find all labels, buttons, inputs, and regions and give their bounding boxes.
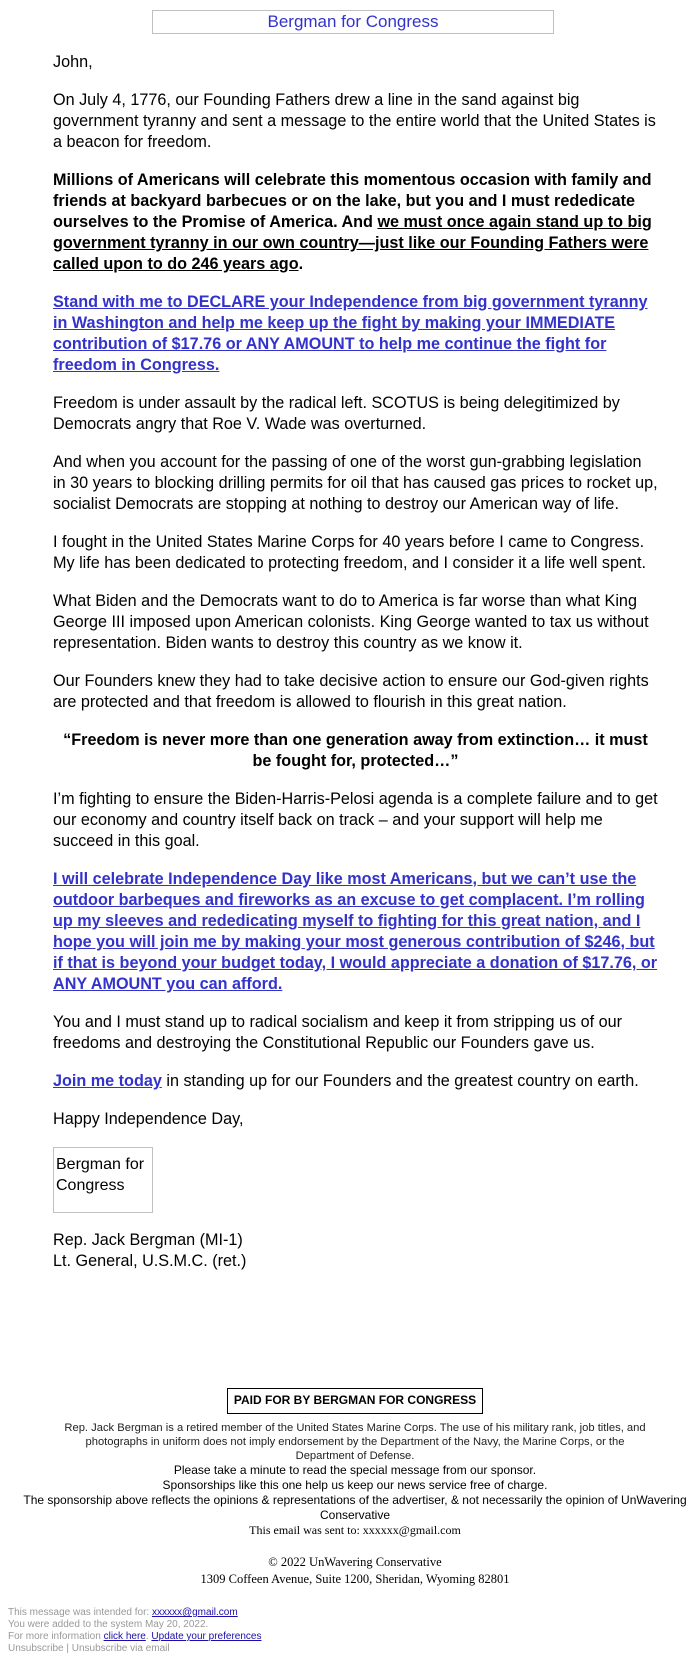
click-here-link[interactable]: click here	[103, 1631, 146, 1642]
sent-to: This email was sent to: xxxxxx@gmail.com	[249, 1523, 461, 1537]
footer-pipe: |	[63, 1643, 72, 1654]
address: 1309 Coffeen Avenue, Suite 1200, Sheridan, Wyoming 82801	[200, 1572, 510, 1586]
donate-link-1[interactable]: Stand with me to DECLARE your Independence from big government tyranny in Washington and help me keep up the fight by making your IMMEDIATE contribution of $17.76 or ANY AMOUNT to help me continue the fight for freedom in Congress.	[53, 293, 648, 374]
sponsor-line-3: The sponsorship above reflects the opinions & representations of the advertiser, & not necessarily the opinion of UnWavering Conservative	[23, 1493, 687, 1522]
quote: “Freedom is never more than one generation away from extinction… it must be fought for, protected…”	[63, 731, 648, 770]
banner-alt-text: Bergman for Congress	[267, 12, 439, 31]
copyright-block	[20, 1554, 690, 1588]
copyright: © 2022 UnWavering Conservative	[268, 1555, 442, 1569]
banner-image[interactable]	[152, 10, 554, 34]
email-body	[53, 52, 658, 1272]
donate-link-2[interactable]: I will celebrate Independence Day like most Americans, but we can’t use the outdoor barbeques and fireworks as an excuse to get complacent. I’m rolling up my sleeves and rededicating myself to fighting for this great nation, and I hope you will join me by making your most generous contribution of $246, but if that is beyond your budget today, I would appreciate a donation of $17.76, or ANY AMOUNT you can afford.	[53, 870, 658, 993]
paragraph-1: On July 4, 1776, our Founding Fathers drew a line in the sand against big government tyranny and sent a message to the entire world that the United States is a beacon for freedom.	[53, 91, 656, 151]
paragraph-5: I fought in the United States Marine Corps for 40 years before I came to Congress. My life has been dedicated to protecting freedom, and I consider it a life well spent.	[53, 533, 646, 572]
paragraph-2-underlined: we must once again stand up to big government tyranny in our own country—just like our Founding Fathers were called upon to do 246 years ago	[53, 213, 652, 273]
footer-intended-label: This message was intended for:	[8, 1607, 152, 1618]
footer	[8, 1607, 688, 1655]
paragraph-3: Freedom is under assault by the radical left. SCOTUS is being delegitimized by Democrats angry that Roe V. Wade was overturned.	[53, 394, 620, 433]
disclaimer: Rep. Jack Bergman is a retired member of the United States Marine Corps. The use of his military rank, job titles, and photographs in uniform does not imply endorsement by the Department of the Navy, the Marine Corps, or the Department of Defense.	[64, 1422, 646, 1462]
paragraph-10-rest: in standing up for our Founders and the greatest country on earth.	[161, 1072, 639, 1090]
paragraph-2-end: .	[298, 255, 304, 273]
paragraph-9: You and I must stand up to radical socialism and keep it from stripping us of our freedoms and destroying the Constitutional Republic our Founders gave us.	[53, 1013, 622, 1052]
paragraph-10	[53, 1071, 658, 1092]
footer-added: You were added to the system May 20, 2022.	[8, 1619, 209, 1630]
update-preferences-link[interactable]: Update your preferences	[151, 1631, 262, 1642]
signature-name: Rep. Jack Bergman (MI-1)	[53, 1231, 243, 1249]
signature-title: Lt. General, U.S.M.C. (ret.)	[53, 1252, 247, 1270]
sponsor-line-2: Sponsorships like this one help us keep our news service free of charge.	[162, 1478, 548, 1492]
greeting: John,	[53, 53, 93, 71]
footer-email-link[interactable]: xxxxxx@gmail.com	[151, 1607, 238, 1618]
unsubscribe-link[interactable]: Unsubscribe	[8, 1643, 64, 1654]
paragraph-6: What Biden and the Democrats want to do to America is far worse than what King George III imposed upon American colonists. King George wanted to tax us without representation. Biden wants to destroy this country as we know it.	[53, 592, 649, 652]
footer-info-label: For more information	[8, 1631, 104, 1642]
footer-sep: .	[145, 1631, 152, 1642]
footer-unsubscribe	[8, 1643, 688, 1655]
paragraph-4: And when you account for the passing of one of the worst gun-grabbing legislation in 30 years to blocking drilling permits for oil that has caused gas prices to rocket up, socialist Democrats are stopping at nothing to destroy our American way of life.	[53, 453, 658, 513]
join-me-today-link[interactable]: Join me today	[53, 1072, 162, 1090]
unsubscribe-email-link[interactable]: Unsubscribe via email	[71, 1643, 170, 1654]
paragraph-2	[53, 170, 658, 275]
closing: Happy Independence Day,	[53, 1110, 244, 1128]
signature-image: Bergman for Congress	[53, 1147, 153, 1213]
footer-intended	[8, 1607, 688, 1619]
paragraph-2-text: Millions of Americans will celebrate this momentous occasion with family and friends at backyard barbecues or on the lake, but you and I must rededicate ourselves to the Promise of America. And	[53, 171, 652, 231]
sponsor-line-1: Please take a minute to read the special message from our sponsor.	[173, 1463, 537, 1477]
footer-info	[8, 1631, 688, 1643]
paid-for-box: PAID FOR BY BERGMAN FOR CONGRESS	[227, 1388, 483, 1414]
sponsor-notice	[20, 1463, 690, 1538]
paragraph-8: I’m fighting to ensure the Biden-Harris-Pelosi agenda is a complete failure and to get our economy and country itself back on track – and your support will help me succeed in this goal.	[53, 790, 658, 850]
paragraph-7: Our Founders knew they had to take decisive action to ensure our God-given rights are protected and that freedom is allowed to flourish in this great nation.	[53, 672, 649, 711]
